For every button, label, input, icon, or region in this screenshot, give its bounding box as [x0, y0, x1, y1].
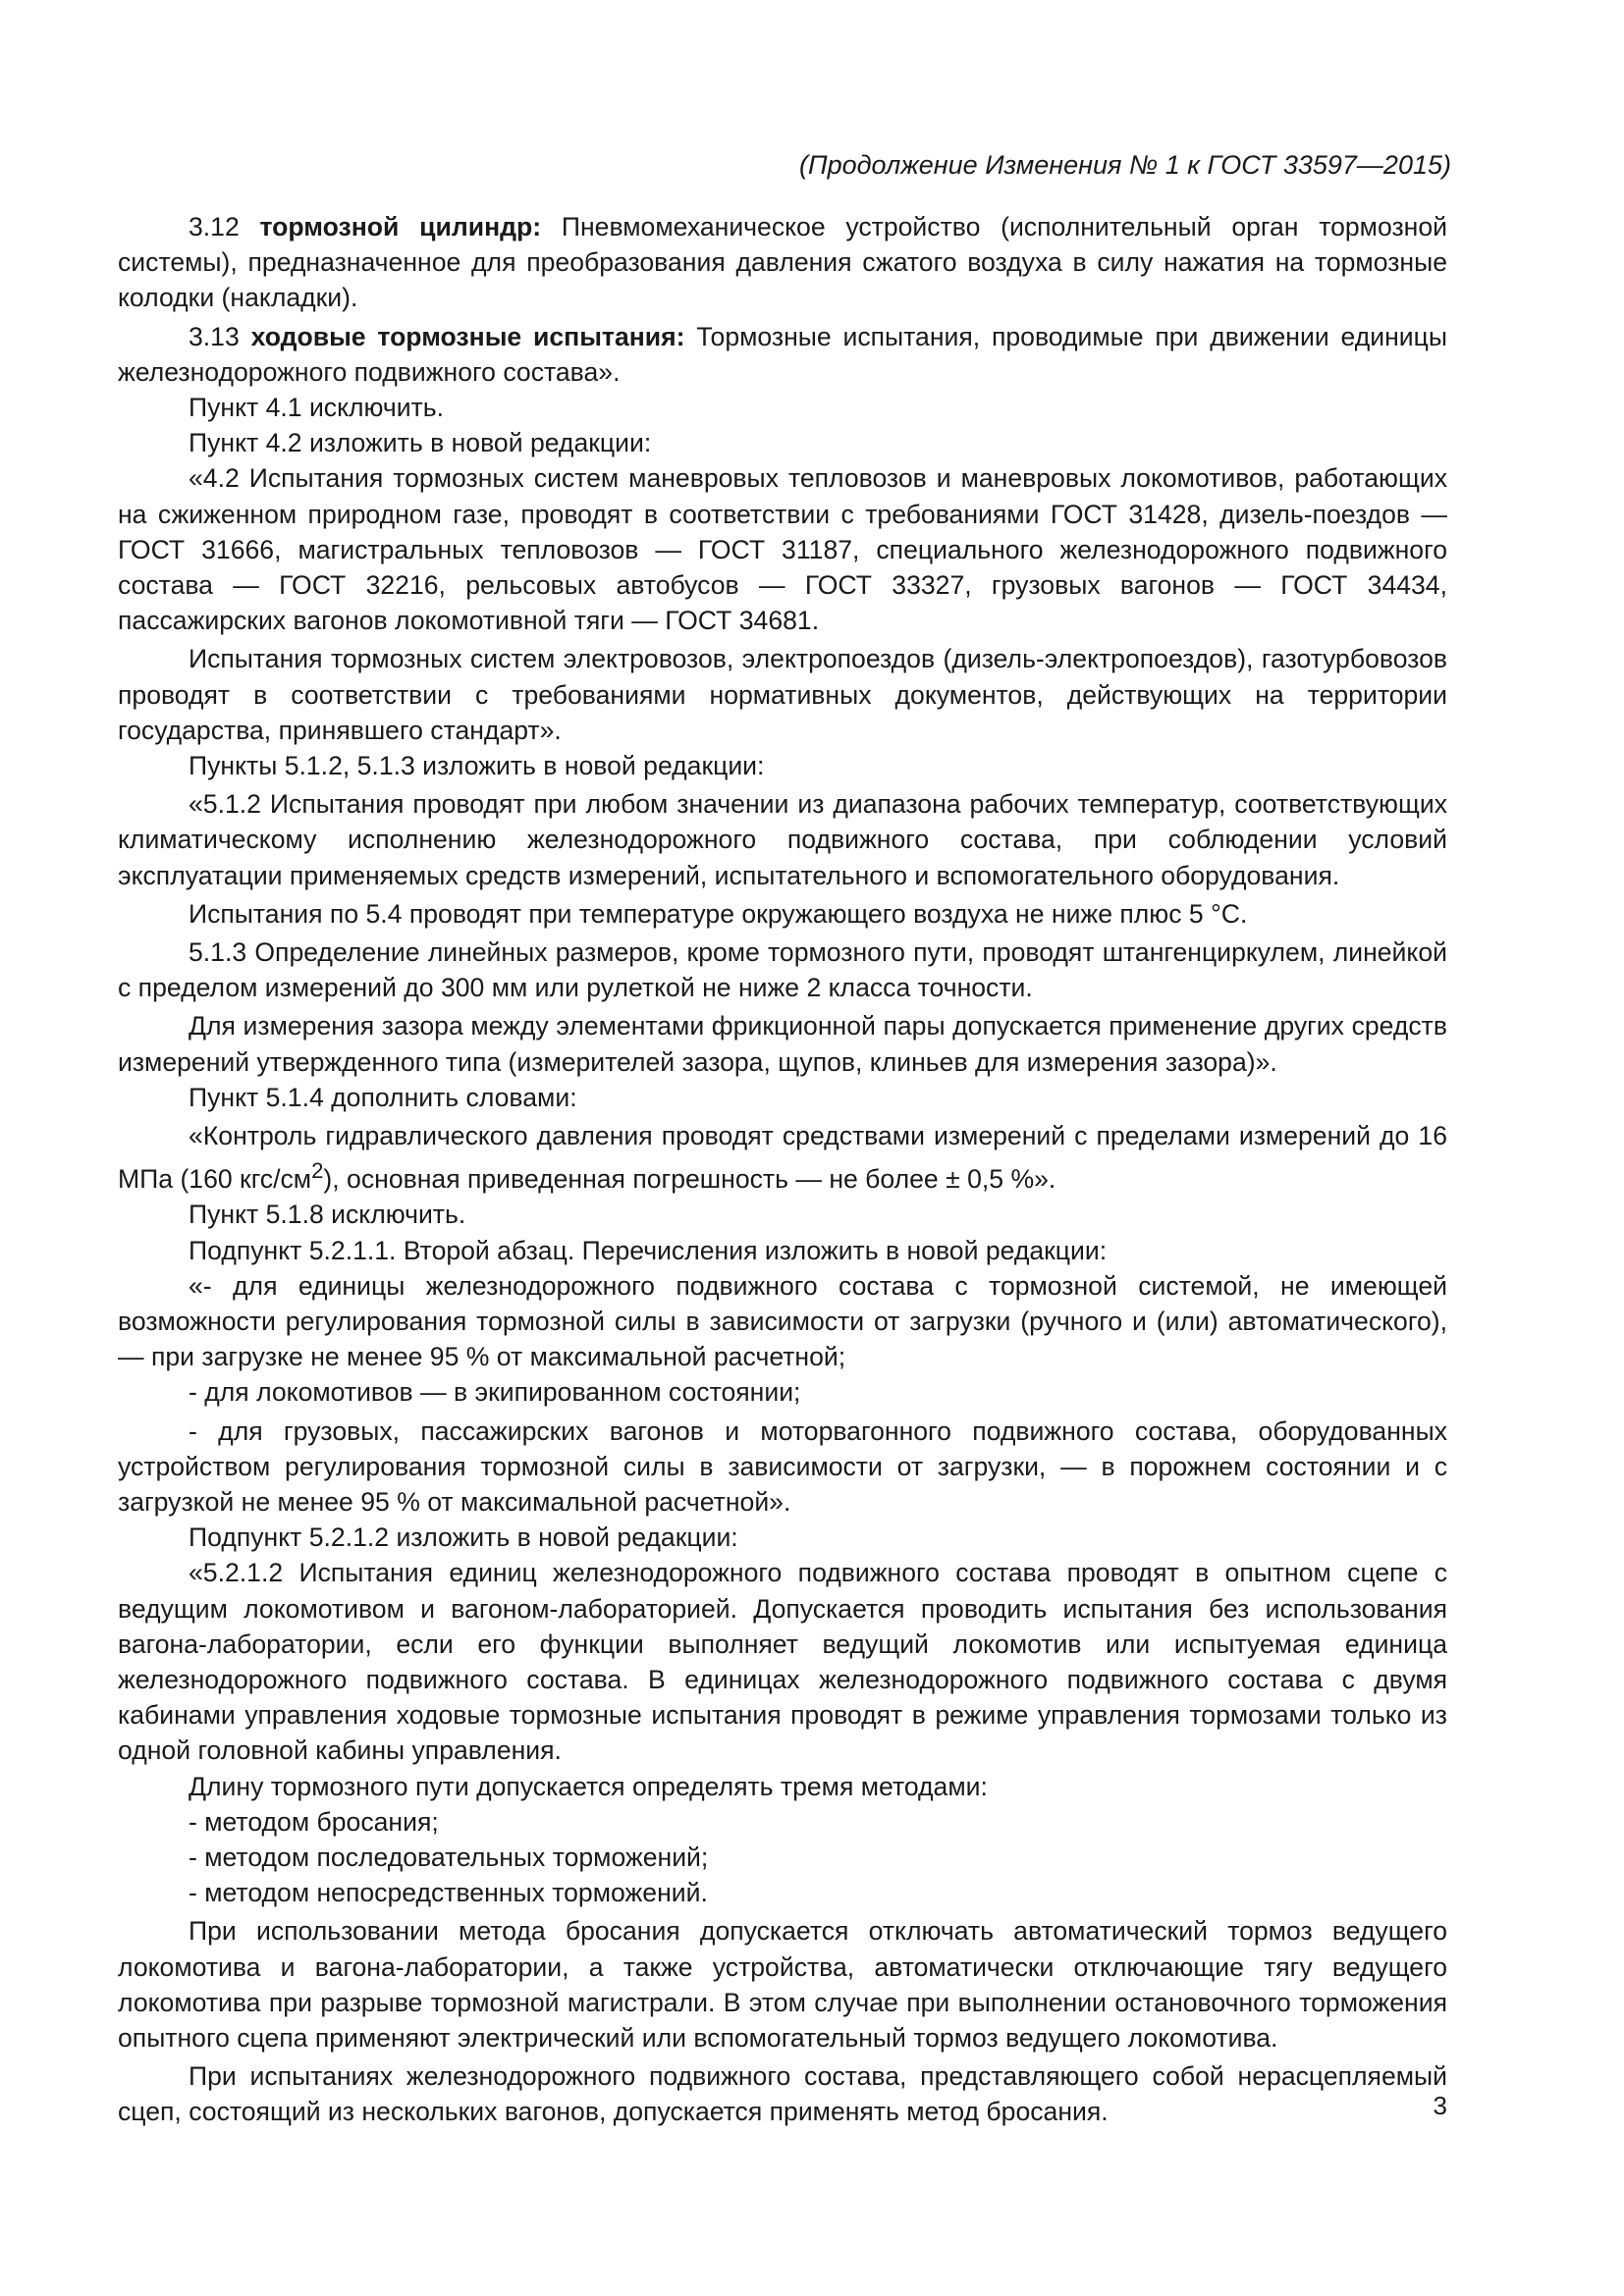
paragraph-part: «Контроль гидравлического давления проводят средствами измерений с пределами измерений до 16 МПа (160 кгс/см [118, 1121, 1447, 1195]
paragraph-3-12 [118, 209, 1447, 316]
document-header: (Продолжение Изменения № 1 к ГОСТ 33597—2015) [799, 150, 1451, 180]
paragraph: Длину тормозного пути допускается определять тремя методами: [189, 1771, 988, 1801]
term-definition: тормозной цилиндр: [259, 212, 542, 241]
page-number: 3 [1433, 2091, 1447, 2120]
paragraph: «4.2 Испытания тормозных систем маневровых тепловозов и маневровых локомотивов, работающих на сжиженном природном газе, проводят в соответствии с требованиями ГОСТ 31428, дизель-поездов — ГОСТ 31666, магистральных тепловозов — ГОСТ 31187, специального железнодорожного подвижного состава — ГОСТ 32216, рельсовых автобусов — ГОСТ 33327, грузовых вагонов — ГОСТ 34434, пассажирских вагонов локомотивной тяги — ГОСТ 34681. [118, 463, 1447, 636]
list-item: - методом последовательных торможений; [189, 1842, 709, 1872]
definition-text: Пневмомеханическое устройство (исполнительный орган тормозной системы), предназначенное для преобразования давления сжатого воздуха в силу нажатия на тормозные колодки (накладки). [118, 212, 1447, 313]
list-item: - методом непосредственных торможений. [189, 1878, 708, 1908]
paragraph: - для локомотивов — в экипированном состоянии; [189, 1377, 801, 1408]
definition-text: Тормозные испытания, проводимые при движении единицы железнодорожного подвижного состава». [118, 321, 1447, 387]
document-body [118, 209, 1447, 2130]
clause-number: 3.13 [189, 321, 251, 351]
paragraph-3-13 [118, 319, 1447, 390]
clause-number: 3.12 [189, 212, 260, 241]
term-definition: ходовые тормозные испытания: [250, 321, 685, 351]
paragraph: Подпункт 5.2.1.1. Второй абзац. Перечисления изложить в новой редакции: [189, 1235, 1108, 1265]
paragraph: Пункты 5.1.2, 5.1.3 изложить в новой редакции: [189, 751, 765, 781]
superscript: 2 [311, 1158, 324, 1184]
paragraph: Пункт 4.1 исключить. [189, 393, 445, 423]
paragraph: 5.1.3 Определение линейных размеров, кроме тормозного пути, проводят штангенциркулем, линейкой с пределом измерений до 300 мм или рулеткой не ниже 2 класса точности. [118, 937, 1447, 1003]
paragraph: Для измерения зазора между элементами фрикционной пары допускается применение других средств измерений утвержденного типа (измерителей зазора, щупов, клиньев для измерения зазора)». [118, 1011, 1447, 1077]
paragraph-part: ), основная приведенная погрешность — не более ± 0,5 %». [323, 1164, 1056, 1195]
list-item: - методом бросания; [189, 1806, 439, 1837]
paragraph: Подпункт 5.2.1.2 изложить в новой редакции: [189, 1522, 738, 1553]
paragraph: Пункт 5.1.4 дополнить словами: [189, 1082, 577, 1112]
paragraph: Испытания по 5.4 проводят при температуре окружающего воздуха не ниже плюс 5 °С. [189, 898, 1248, 929]
paragraph: «5.2.1.2 Испытания единиц железнодорожного подвижного состава проводят в опытном сцепе с ведущим локомотивом и вагоном-лабораторией. Допускается проводить испытания без использования вагона-лаборатории, если его функции выполняет ведущий локомотив или испытуемая единица железнодорожного подвижного состава. В единицах железнодорожного подвижного состава с двумя кабинами управления ходовые тормозные испытания проводят в режиме управления тормозами только из одной головной кабины управления. [118, 1558, 1447, 1766]
paragraph: «- для единицы железнодорожного подвижного состава с тормозной системой, не имеющей возможности регулирования тормозной силы в зависимости от загрузки (ручного и (или) автоматического), — при загрузке не менее 95 % от максимальной расчетной; [118, 1270, 1447, 1372]
paragraph: При испытаниях железнодорожного подвижного состава, представляющего собой нерасцепляемый сцеп, состоящий из нескольких вагонов, допускается применять метод бросания. [118, 2061, 1447, 2127]
paragraph: - для грузовых, пассажирских вагонов и моторвагонного подвижного состава, оборудованных устройством регулирования тормозной силы в зависимости от загрузки, — в порожнем состоянии и с загрузкой не менее 95 % от максимальной расчетной». [118, 1415, 1447, 1517]
paragraph-with-superscript [118, 1118, 1447, 1197]
paragraph: «5.1.2 Испытания проводят при любом значении из диапазона рабочих температур, соответствующих климатическому исполнению железнодорожного подвижного состава, при соблюдении условий эксплуатации применяемых средств измерений, испытательного и вспомогательного оборудования. [118, 789, 1447, 890]
paragraph: Испытания тормозных систем электровозов, электропоездов (дизель-электропоездов), газотурбовозов проводят в соответствии с требованиями нормативных документов, действующих на территории государства, принявшего стандарт». [118, 644, 1447, 745]
paragraph: Пункт 4.2 изложить в новой редакции: [189, 428, 652, 458]
paragraph: Пункт 5.1.8 исключить. [189, 1200, 466, 1230]
paragraph: При использовании метода бросания допускается отключать автоматический тормоз ведущего локомотива и вагона-лаборатории, а также устройства, автоматически отключающие тягу ведущего локомотива при разрыве тормозной магистрали. В этом случае при выполнении остановочного торможения опытного сцепа применяют электрический или вспомогательный тормоз ведущего локомотива. [118, 1916, 1447, 2054]
